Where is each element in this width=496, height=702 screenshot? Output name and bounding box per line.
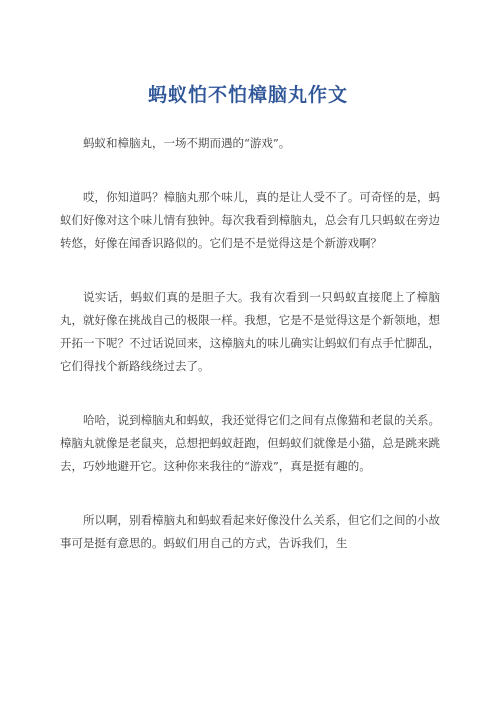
paragraph-conclusion: 所以啊，别看樟脑丸和蚂蚁看起来好像没什么关系，但它们之间的小故事可是挺有意思的。蚂蚁们用自己的方式，告诉我们，生 [60,513,440,550]
paragraph-cat-mouse: 哈哈，说到樟脑丸和蚂蚁，我还觉得它们之间有点像猫和老鼠的关系。樟脑丸就像是老鼠夹，总想把蚂蚁赶跑，但蚂蚁们就像是小猫，总是跳来跳去，巧妙地避开它。这种你来我往的“游戏”，真是挺有趣的。 [60,413,440,473]
document-title: 蚂蚁怕不怕樟脑丸作文 [147,84,348,106]
paragraph-intro: 蚂蚁和樟脑丸，一场不期而遇的“游戏”。 [83,136,291,150]
paragraph-bravery: 说实话，蚂蚁们真的是胆子大。我有次看到一只蚂蚁直接爬上了樟脑丸，就好像在挑战自己的极限一样。我想，它是不是觉得这是个新领地，想开拓一下呢？不过话说回来，这樟脑丸的味儿确实让蚂蚁们有点手忙脚乱，它们得找个新路线绕过去了。 [60,290,440,373]
paragraph-smell: 哎，你知道吗？樟脑丸那个味儿，真的是让人受不了。可奇怪的是，蚂蚁们好像对这个味儿情有独钟。每次我看到樟脑丸，总会有几只蚂蚁在旁边转悠，好像在闻香识路似的。它们是不是觉得这是个新游戏啊？ [60,190,440,250]
